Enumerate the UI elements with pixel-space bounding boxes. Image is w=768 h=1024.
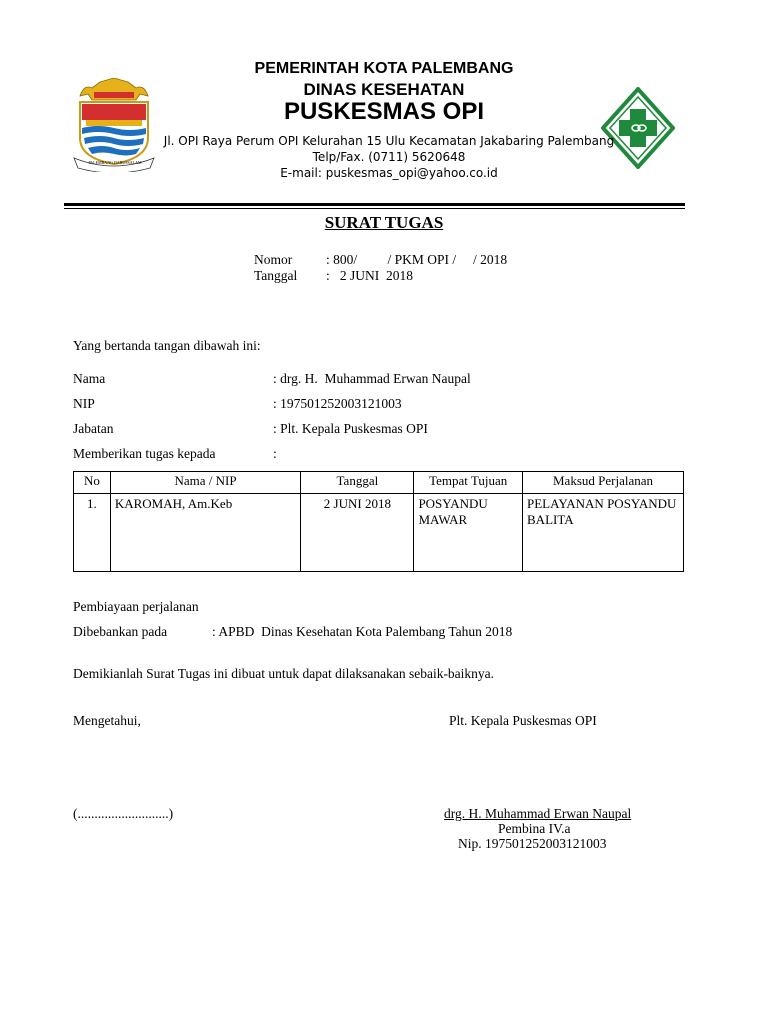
tanggal-value: : 2 JUNI 2018: [326, 268, 413, 283]
task-table: [73, 471, 684, 572]
header-phone: Telp/Fax. (0711) 5620648: [312, 150, 466, 164]
signer-rank: Pembina IV.a: [498, 821, 571, 836]
header-address: Jl. OPI Raya Perum OPI Kelurahan 15 Ulu Kecamatan Jakabaring Palembang: [163, 134, 615, 148]
assign-colon: :: [273, 446, 277, 461]
header-email: E-mail: puskesmas_opi@yahoo.co.id: [280, 166, 498, 180]
nip-label: NIP: [73, 396, 95, 411]
col-header-no: No: [74, 472, 111, 494]
funding-value: : APBD Dinas Kesehatan Kota Palembang Tahun 2018: [212, 624, 513, 639]
closing-text: Demikianlah Surat Tugas ini dibuat untuk dapat dilaksanakan sebaik-baiknya.: [73, 666, 495, 681]
table-row: [74, 494, 684, 572]
jabatan-label: Jabatan: [73, 421, 114, 436]
col-header-destination: Tempat Tujuan: [414, 472, 523, 494]
col-header-date: Tanggal: [301, 472, 414, 494]
assign-label: Memberikan tugas kepada: [73, 446, 216, 461]
jabatan-value: : Plt. Kepala Puskesmas OPI: [273, 421, 428, 436]
header-government: PEMERINTAH KOTA PALEMBANG: [254, 60, 514, 77]
acknowledged-label: Mengetahui,: [73, 713, 141, 728]
funding-heading: Pembiayaan perjalanan: [73, 599, 199, 614]
emblem-banner: PALEMBANG DARUSSALAM: [88, 160, 142, 165]
signer-name: drg. H. Muhammad Erwan Naupal: [444, 806, 632, 821]
nomor-label: Nomor: [254, 252, 293, 267]
nip-value: : 197501252003121003: [273, 396, 402, 411]
document-title: SURAT TUGAS: [324, 213, 444, 232]
nama-label: Nama: [73, 371, 106, 386]
cell-destination: POSYANDU MAWAR: [414, 494, 523, 572]
nama-value: : drg. H. Muhammad Erwan Naupal: [273, 371, 471, 386]
col-header-purpose: Maksud Perjalanan: [523, 472, 684, 494]
table-header-row: [74, 472, 684, 494]
col-header-name: Nama / NIP: [110, 472, 300, 494]
cell-no: 1.: [74, 494, 111, 572]
acknowledged-blank: (...........................): [73, 806, 174, 821]
tanggal-label: Tanggal: [254, 268, 298, 283]
signer-title: Plt. Kepala Puskesmas OPI: [449, 713, 597, 728]
cell-name: KAROMAH, Am.Keb: [110, 494, 300, 572]
signer-nip: Nip. 197501252003121003: [458, 836, 607, 851]
intro-text: Yang bertanda tangan dibawah ini:: [73, 338, 261, 353]
funding-label: Dibebankan pada: [73, 624, 168, 639]
header-institution: PUSKESMAS OPI: [283, 98, 485, 125]
cell-date: 2 JUNI 2018: [301, 494, 414, 572]
header-rule-thin: [64, 208, 685, 209]
nomor-value: : 800/ / PKM OPI / / 2018: [326, 252, 508, 267]
header-rule-thick: [64, 203, 685, 206]
header-department: DINAS KESEHATAN: [303, 80, 465, 99]
cell-purpose: PELAYANAN POSYANDU BALITA: [523, 494, 684, 572]
